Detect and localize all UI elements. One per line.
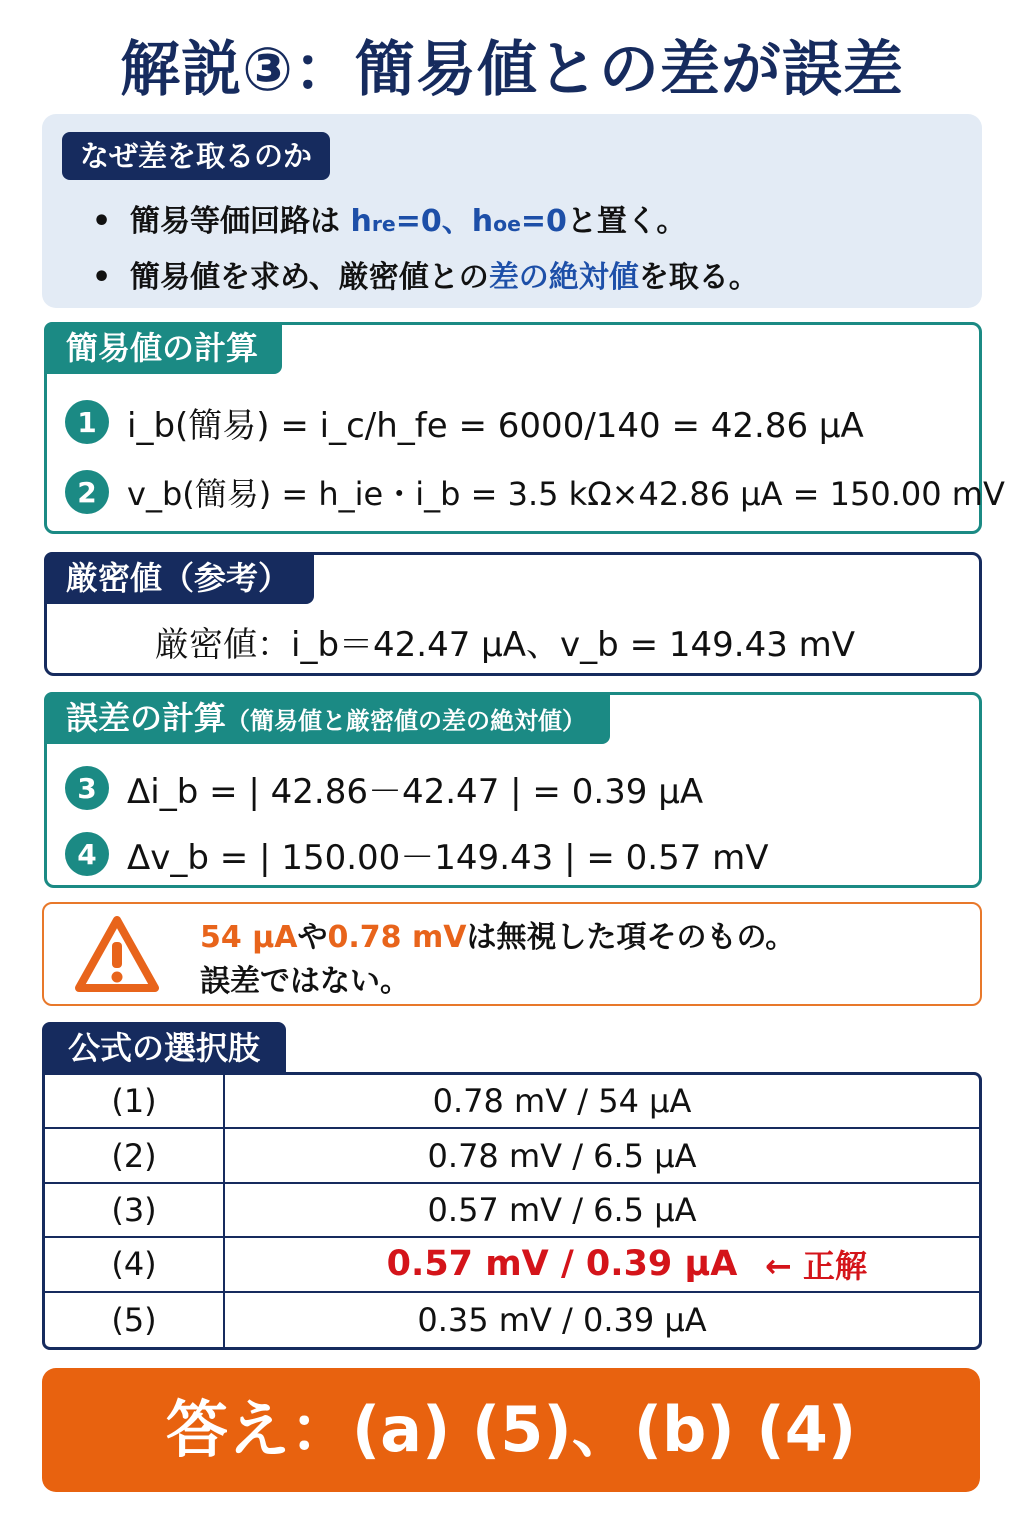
eq-row-4 [65,829,769,879]
table-row [45,1184,979,1238]
why-bullets [92,194,759,306]
option-value: 0.57 mV / 6.5 μA [427,1190,697,1229]
table-row [45,1293,979,1347]
why-section [42,114,982,308]
why-tab-label: なぜ差を取るのか [62,132,330,180]
option-value: 0.57 mV / 0.39 μA ← 正解 [225,1238,979,1290]
exact-box [44,552,982,676]
warning-box [42,902,982,1006]
step-1-badge: 1 [65,400,109,444]
option-value: 0.78 mV / 54 μA [432,1082,692,1121]
error-calc-box [44,692,982,888]
step-4-badge: 4 [65,832,109,876]
option-number: (1) [45,1075,225,1127]
eq-1: i_b(簡易) = i_c/h_fe = 6000/140 = 42.86 μA [127,405,864,446]
eq-3: Δi_b = | 42.86－42.47 | = 0.39 μA [127,771,704,812]
table-row-correct [45,1238,979,1292]
bullet-1: • 簡易等価回路は hre=0、hoe=0と置く。 [92,194,759,250]
warning-icon [74,914,160,994]
option-number: (2) [45,1129,225,1181]
simple-calc-box [44,322,1005,534]
options-table [42,1072,982,1350]
table-row [45,1129,979,1183]
table-row [45,1075,979,1129]
option-value: 0.35 mV / 0.39 μA [417,1300,707,1339]
bullet-2: • 簡易値を求め、厳密値との差の絶対値を取る。 [92,250,759,306]
option-number: (3) [45,1184,225,1236]
eq-4: Δv_b = | 150.00－149.43 | = 0.57 mV [127,837,769,878]
exact-values: 厳密値：i_b＝42.47 μA、v_b = 149.43 mV [155,625,856,665]
correct-mark: ← 正解 [765,1247,867,1286]
eq-row-2 [65,467,1005,517]
options-tab: 公式の選択肢 [42,1022,286,1074]
step-2-badge: 2 [65,470,109,514]
page-title: 解説③：簡易値との差が誤差 [120,35,904,105]
step-3-badge: 3 [65,766,109,810]
option-number: (4) [45,1238,225,1290]
eq-row-3 [65,763,703,813]
warning-text: 54 μAや0.78 mVは無視した項そのもの。 誤差ではない。 [200,920,796,999]
simple-calc-tab: 簡易値の計算 [44,322,282,374]
eq-2: v_b(簡易) = h_ie・i_b = 3.5 kΩ×42.86 μA = 150.00 mV [127,475,1005,513]
error-calc-tab: 誤差の計算（簡易値と厳密値の差の絶対値） [44,692,610,744]
eq-row-1 [65,397,864,447]
option-number: (5) [45,1293,225,1347]
answer-banner: 答え：(a) (5)、(b) (4) [42,1368,980,1492]
option-value: 0.78 mV / 6.5 μA [427,1136,697,1175]
exact-tab: 厳密値（参考） [44,552,314,604]
